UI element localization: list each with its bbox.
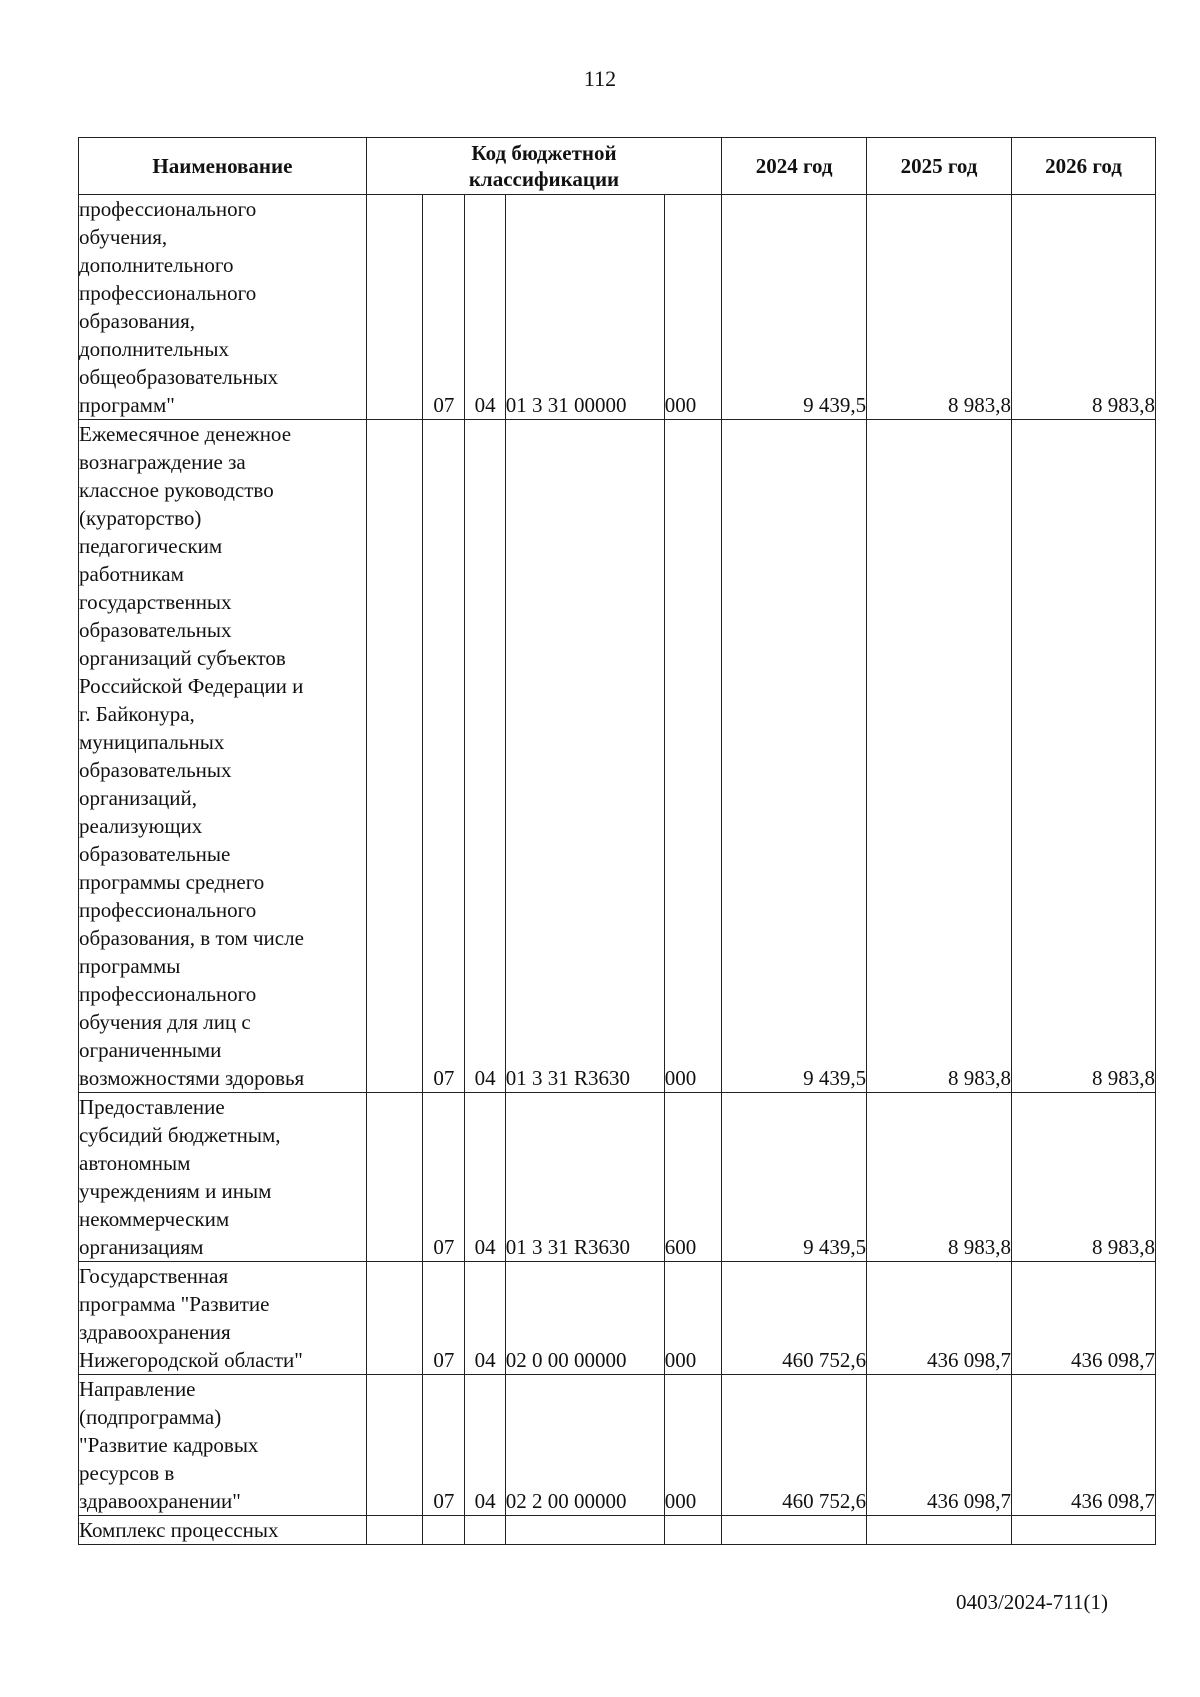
row-value-2025: 8 983,8 (867, 1093, 1012, 1262)
row-name: Ежемесячное денежное вознаграждение за классное руководство (кураторство) педагогическим работникам государственных образовательных организаций субъектов Российской Федерации и г. Байконура, муниципальных образовательных организаций, реализующих образовательные программы среднего профессионального образования, в том числе программы профессионального обучения для лиц с ограниченными возможностями здоровья (79, 420, 367, 1093)
row-subsection: 04 (465, 1375, 505, 1516)
row-target-article: 02 0 00 00000 (505, 1262, 664, 1375)
row-value-2026: 8 983,8 (1012, 195, 1156, 420)
row-code-empty (366, 420, 422, 1093)
table-row (79, 1093, 1156, 1262)
row-name: профессионального обучения, дополнительного профессионального образования, дополнительных общеобразовательных программ" (79, 195, 367, 420)
row-section (423, 1516, 465, 1545)
row-target-article: 02 2 00 00000 (505, 1375, 664, 1516)
row-section: 07 (423, 420, 465, 1093)
header-2026: 2026 год (1012, 138, 1156, 195)
row-subsection: 04 (465, 1262, 505, 1375)
table-row (79, 420, 1156, 1093)
row-value-2024: 9 439,5 (722, 1093, 867, 1262)
table-row (79, 1516, 1156, 1545)
row-subsection (465, 1516, 505, 1545)
row-expense-type (664, 1516, 721, 1545)
row-target-article (505, 1516, 664, 1545)
row-code-empty (366, 1093, 422, 1262)
row-subsection: 04 (465, 420, 505, 1093)
row-value-2024 (722, 1516, 867, 1545)
row-value-2025 (867, 1516, 1012, 1545)
row-value-2024: 9 439,5 (722, 420, 867, 1093)
row-code-empty (366, 195, 422, 420)
row-value-2024: 9 439,5 (722, 195, 867, 420)
header-2025: 2025 год (867, 138, 1012, 195)
row-value-2026: 8 983,8 (1012, 420, 1156, 1093)
row-value-2026: 436 098,7 (1012, 1375, 1156, 1516)
row-value-2025: 8 983,8 (867, 420, 1012, 1093)
row-name: Государственная программа "Развитие здравоохранения Нижегородской области" (79, 1262, 367, 1375)
row-name: Комплекс процессных (79, 1516, 367, 1545)
table-row (79, 1262, 1156, 1375)
row-expense-type: 000 (664, 1262, 721, 1375)
row-value-2025: 436 098,7 (867, 1375, 1012, 1516)
table-header-row (79, 138, 1156, 195)
row-value-2025: 436 098,7 (867, 1262, 1012, 1375)
header-name: Наименование (79, 138, 367, 195)
row-section: 07 (423, 1093, 465, 1262)
row-code-empty (366, 1375, 422, 1516)
table-row (79, 1375, 1156, 1516)
row-value-2024: 460 752,6 (722, 1375, 867, 1516)
row-expense-type: 000 (664, 1375, 721, 1516)
row-name: Предоставление субсидий бюджетным, автономным учреждениям и иным некоммерческим организациям (79, 1093, 367, 1262)
header-2024: 2024 год (722, 138, 867, 195)
row-code-empty (366, 1262, 422, 1375)
row-subsection: 04 (465, 1093, 505, 1262)
row-section: 07 (423, 1262, 465, 1375)
row-value-2026: 8 983,8 (1012, 1093, 1156, 1262)
row-target-article: 01 3 31 R3630 (505, 420, 664, 1093)
row-expense-type: 000 (664, 195, 721, 420)
page-number: 112 (583, 66, 617, 91)
row-value-2025: 8 983,8 (867, 195, 1012, 420)
row-expense-type: 600 (664, 1093, 721, 1262)
row-code-empty (366, 1516, 422, 1545)
document-id: 0403/2024-711(1) (955, 1590, 1108, 1614)
row-target-article: 01 3 31 R3630 (505, 1093, 664, 1262)
row-target-article: 01 3 31 00000 (505, 195, 664, 420)
row-expense-type: 000 (664, 420, 721, 1093)
row-value-2024: 460 752,6 (722, 1262, 867, 1375)
table-row (79, 195, 1156, 420)
row-section: 07 (423, 195, 465, 420)
header-code (366, 138, 721, 195)
row-subsection: 04 (465, 195, 505, 420)
row-section: 07 (423, 1375, 465, 1516)
budget-table (78, 137, 1156, 1545)
row-value-2026 (1012, 1516, 1156, 1545)
row-name: Направление (подпрограмма) "Развитие кадровых ресурсов в здравоохранении" (79, 1375, 367, 1516)
row-value-2026: 436 098,7 (1012, 1262, 1156, 1375)
header-code-label: Код бюджетной классификации (468, 141, 620, 191)
